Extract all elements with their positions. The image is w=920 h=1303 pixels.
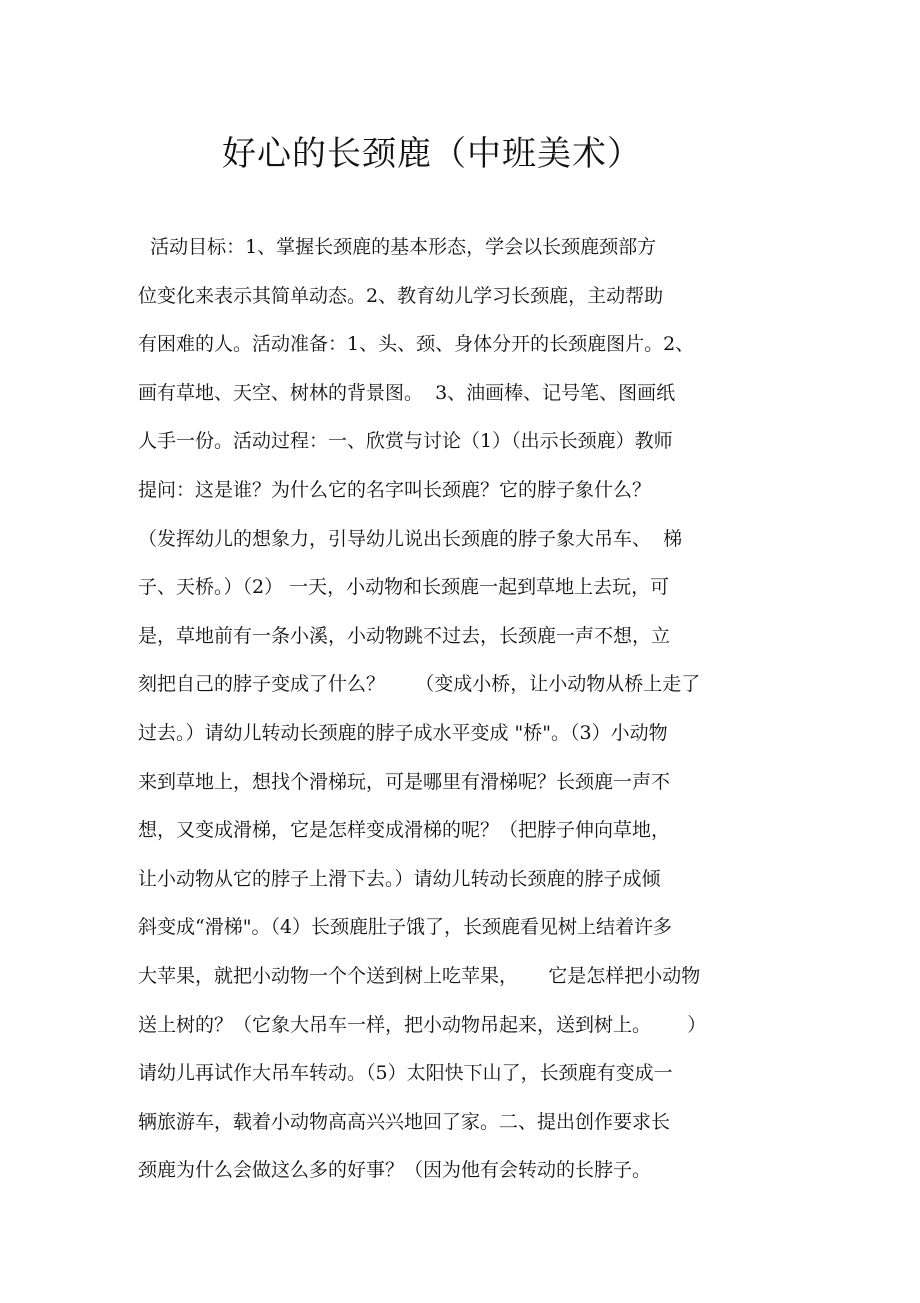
body-line: 是，草地前有一条小溪，小动物跳不过去，长颈鹿一声不想，立 [138,624,671,647]
body-line: 位变化来表示其简单动态。2、教育幼儿学习长颈鹿，主动帮助 [138,284,664,307]
body-line: 画有草地、天空、树林的背景图。 3、油画棒、记号笔、图画纸 [138,381,676,404]
body-line: 让小动物从它的脖子上滑下去。）请幼儿转动长颈鹿的脖子成倾 [138,867,661,890]
body-line: 大苹果，就把小动物一个个送到树上吃苹果， 它是怎样把小动物 [138,965,701,987]
body-line: 来到草地上，想找个滑梯玩，可是哪里有滑梯呢？长颈鹿一声不 [138,770,671,793]
body-line: 刻把自己的脖子变成了什么？ （变成小桥，让小动物从桥上走了 [138,673,701,696]
page-title: 好心的长颈鹿（中班美术） [222,134,642,174]
body-line: 想，又变成滑梯，它是怎样变成滑梯的呢？（把脖子伸向草地， [138,819,671,842]
body-line: 提问：这是谁？为什么它的名字叫长颈鹿？它的脖子象什么？ [138,479,652,501]
body-line: 请幼儿再试作大吊车转动。（5）太阳快下山了，长颈鹿有变成一 [138,1062,673,1085]
body-line: 辆旅游车，载着小动物高高兴兴地回了家。二、提出创作要求长 [138,1110,671,1133]
body-line: 颈鹿为什么会做这么多的好事？（因为他有会转动的长脖子。 [138,1159,652,1182]
body-line: 斜变成“滑梯"。（4）长颈鹿肚子饿了，长颈鹿看见树上结着许多 [138,916,673,939]
body-line: （发挥幼儿的想象力，引导幼儿说出长颈鹿的脖子象大吊车、 梯 [138,527,683,550]
body-line: 子、天桥。）（2） 一天，小动物和长颈鹿一起到草地上去玩，可 [138,576,670,599]
body-line: 过去。）请幼儿转动长颈鹿的脖子成水平变成 "桥"。（3）小动物 [138,722,668,744]
body-line: 送上树的？（它象大吊车一样，把小动物吊起来，送到树上。 ） [138,1013,707,1036]
body-line: 有困难的人。活动准备：1、头、颈、身体分开的长颈鹿图片。2、 [138,333,695,356]
body-line: 人手一份。活动过程：一、欣赏与讨论（1）（出示长颈鹿）教师 [138,430,673,453]
body-line: 活动目标：1、掌握长颈鹿的基本形态，学会以长颈鹿颈部方 [138,236,657,258]
